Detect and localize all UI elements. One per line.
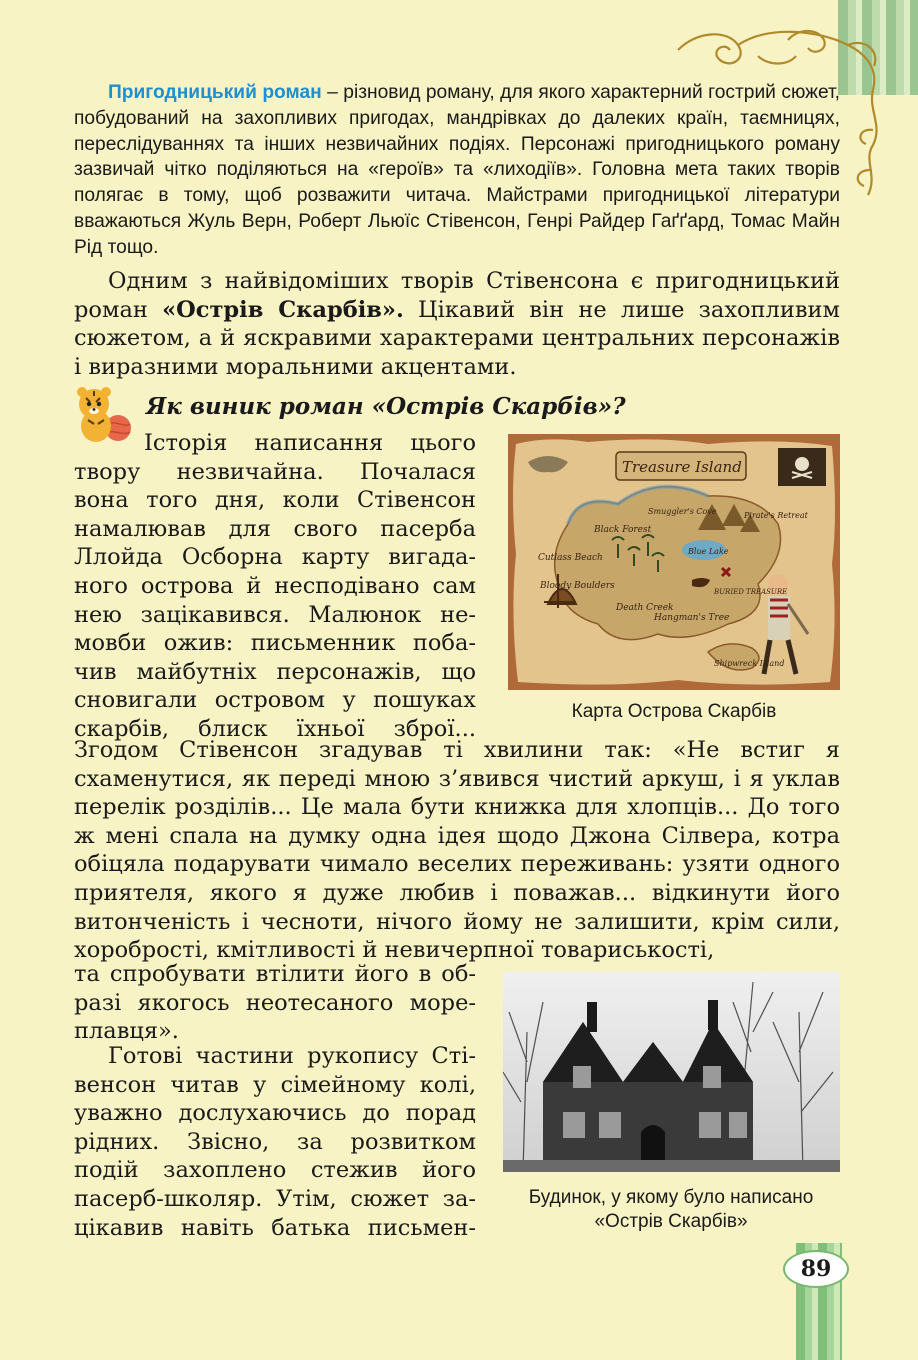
- text-line: чив майбутніх персонажів, що: [74, 658, 476, 685]
- text-line: рідних. Звісно, за розвитком: [74, 1128, 476, 1155]
- text-line: плавця».: [74, 1018, 179, 1045]
- map-caption: Карта Острова Скарбів: [571, 701, 777, 722]
- text-line: вона того дня, коли Стівенсон: [74, 487, 476, 514]
- house-caption-line1: Будинок, у якому було написано: [528, 1187, 814, 1208]
- text-line: мовби ожив: письменник поба-: [74, 630, 476, 657]
- text-line: разі якогось неотесаного море-: [74, 989, 476, 1016]
- text-line: сновигали островом у пошуках: [74, 687, 476, 714]
- map-label-buried-treasure: BURIED TREASURE: [714, 588, 788, 596]
- map-label-title: Treasure Island: [622, 458, 742, 476]
- term-definition: [74, 80, 840, 261]
- map-label-shipwreck-island: Shipwreck Island: [714, 659, 785, 668]
- map-label-death-creek: Death Creek: [616, 603, 674, 613]
- text-line: подій захоплено стежив його: [74, 1157, 476, 1184]
- intro-novel-title: «Острів Скарбів».: [162, 296, 404, 323]
- text-line: Історія написання цього: [144, 430, 476, 456]
- column-text-a: [74, 429, 476, 744]
- column-text-c: [74, 1042, 476, 1242]
- text-line: намалював для свого пасерба: [74, 515, 476, 542]
- section-heading: Як виник роман «Острів Скарбів»?: [146, 393, 626, 420]
- text-line: ного острова й несподівано сам: [74, 572, 476, 599]
- intro-text-end: Цікавий він не лише захопливим сюжетом, а й яскравими характерами центральних персонажів і виразними моральними акцентами.: [74, 296, 841, 380]
- house-photo: [503, 972, 840, 1172]
- map-label-cutlass-beach: Cutlass Beach: [538, 553, 603, 563]
- intro-paragraph: [74, 267, 840, 381]
- map-label-pirates-retreat: Pirate's Retreat: [744, 511, 808, 520]
- column-text-b: [74, 960, 476, 1046]
- text-line: та спробувати втілити його в об-: [74, 961, 476, 987]
- text-line: Ллойда Осборна карту вигада-: [74, 544, 476, 571]
- text-line: цікавив навіть батька письмен-: [74, 1214, 476, 1241]
- map-label-hangmans-tree: Hangman's Tree: [654, 613, 730, 623]
- map-label-black-forest: Black Forest: [594, 525, 652, 535]
- intro-text-start: Одним з найвідоміших творів Стівенсона є пригодницький роман: [74, 268, 840, 323]
- house-caption-line2: «Острів Скарбів»: [594, 1211, 748, 1232]
- term-text: – різновид роману, для якого характерний гострий сюжет, побудований на захопливих пригодах, мандрівках до далеких країн, таємницях, переслідуваннях та інших незвичайних подіях. Персонажі пригодницького роману зазвичай чітко поділяються на «героїв» та «лиходіїв». Головна мета таких творів полягає в тому, щоб розважити читача. Майстрами пригодницької літератури вважаються Жуль Верн, Роберт Льюїс Стівенсон, Генрі Райдер Гаґґард, Томас Майн Рід тощо.: [74, 82, 840, 258]
- text-line: пасерб-школяр. Утім, сюжет за-: [74, 1185, 476, 1212]
- text-line: Готові частини рукопису Сті-: [108, 1043, 476, 1069]
- map-label-bloody-boulders: Bloody Boulders: [540, 581, 615, 591]
- page-number: 89: [783, 1250, 849, 1288]
- text-line: венсон читав у сімейному колі,: [74, 1071, 476, 1098]
- quote-paragraph: Згодом Стівенсон згадував ті хвилини так: «Не встиг я схаменутися, як переді мною з’явився чистий аркуш, і я уклав перелік розділів... Це мала бути книжка для хлопців... До того ж мені спала на думку одна ідея щодо Джона Сілвера, котра обіцяла подарувати чимало веселих переживань: узяти одного приятеля, якого я дуже любив і поважав... відкинути його витонченість і чесноти, нічого йому не залишити, крім сили, хоробрості, кмітливості й невичерпної товариськості,: [74, 737, 840, 964]
- treasure-map-image: [508, 434, 840, 690]
- term-title: Пригодницький роман: [108, 82, 322, 103]
- house-caption: [496, 1186, 846, 1234]
- text-line: скарбів, блиск їхньої зброї...: [74, 715, 476, 742]
- text-line: нею зацікавився. Малюнок не-: [74, 601, 476, 628]
- map-label-blue-lake: Blue Lake: [688, 547, 729, 556]
- text-line: твору незвичайна. Почалася: [74, 458, 476, 485]
- text-line: уважно дослухаючись до порад: [74, 1100, 476, 1127]
- map-label-smugglers-cove: Smuggler's Cove: [648, 507, 717, 516]
